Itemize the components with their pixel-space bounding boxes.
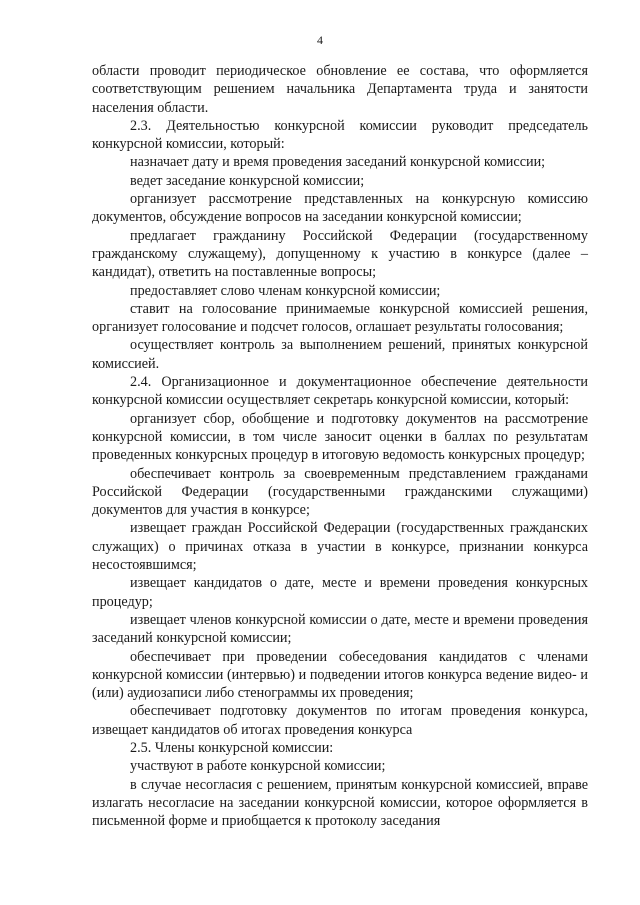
paragraph: предоставляет слово членам конкурсной комиссии; <box>130 282 441 299</box>
paragraph: организует сбор, обобщение и подготовку документов на рассмотрение конкурсной комиссии, в том числе заносит оценки в баллах по результатам проведенных конкурсных процедур в итоговую ведомость конкурсных процедур; <box>92 410 588 464</box>
paragraph: в случае несогласия с решением, принятым конкурсной комиссией, вправе излагать несогласие на заседании конкурсной комиссии, которое оформляется в письменной форме и приобщается к протоколу заседания <box>92 776 588 830</box>
paragraph: предлагает гражданину Российской Федерации (государственному гражданскому служащему), допущенному к участию в конкурсе (далее – кандидат), ответить на поставленные вопросы; <box>92 227 588 281</box>
paragraph: извещает членов конкурсной комиссии о дате, месте и времени проведения заседаний конкурсной комиссии; <box>92 611 588 647</box>
paragraph-continuation: области проводит периодическое обновление ее состава, что оформляется соответствующим решением начальника Департамента труда и занятости населения области. <box>92 63 588 116</box>
paragraph-2-5: 2.5. Члены конкурсной комиссии: <box>130 739 334 756</box>
paragraph: участвуют в работе конкурсной комиссии; <box>130 758 386 775</box>
page-number: 4 <box>317 33 323 47</box>
paragraph: извещает граждан Российской Федерации (государственных гражданских служащих) о причинах отказа в участии в конкурсе, признании конкурса несостоявшимся; <box>92 520 588 574</box>
paragraph: обеспечивает контроль за своевременным представлением гражданами Российской Федерации (государственными гражданскими служащими) документов для участия в конкурсе; <box>92 465 588 519</box>
paragraph: извещает кандидатов о дате, месте и времени проведения конкурсных процедур; <box>92 575 588 610</box>
paragraph: обеспечивает при проведении собеседования кандидатов с членами конкурсной комиссии (интервью) и подведении итогов конкурса ведение видео- и (или) аудиозаписи либо стенограммы их проведения; <box>92 648 588 702</box>
paragraph-2-4: 2.4. Организационное и документационное обеспечение деятельности конкурсной комиссии осуществляет секретарь конкурсной комиссии, который: <box>92 374 588 409</box>
document-body <box>92 62 588 830</box>
paragraph: ведет заседание конкурсной комиссии; <box>130 172 365 189</box>
paragraph: осуществляет контроль за выполнением решений, принятых конкурсной комиссией. <box>92 337 588 372</box>
paragraph: организует рассмотрение представленных на конкурсную комиссию документов, обсуждение вопросов на заседании конкурсной комиссии; <box>92 191 588 226</box>
paragraph: назначает дату и время проведения заседаний конкурсной комиссии; <box>130 154 546 171</box>
paragraph: ставит на голосование принимаемые конкурсной комиссией решения, организует голосование и подсчет голосов, оглашает результаты голосования; <box>92 300 588 336</box>
paragraph-2-3: 2.3. Деятельностью конкурсной комиссии руководит председатель конкурсной комиссии, который: <box>92 117 588 153</box>
paragraph: обеспечивает подготовку документов по итогам проведения конкурса, извещает кандидатов об итогах проведения конкурса <box>92 703 588 738</box>
